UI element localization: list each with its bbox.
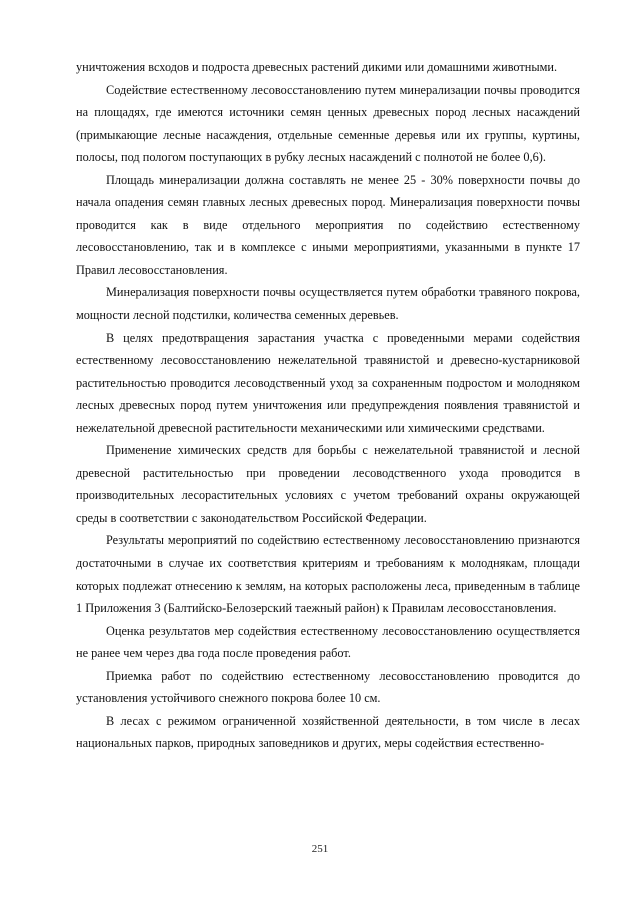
page-number: 251 xyxy=(311,843,329,855)
paragraph-5: В целях предотвращения зарастания участка с проведенными мерами содействия естественному лесовосстановлению нежелательной травянистой и древесно-кустарниковой растительностью проводится лесоводственный уход за сохраненным подростом и молодняком лесных древесных пород путем уничтожения или предупреждения появления травянистой и нежелательной древесной растительности механическими или химическими средствами. xyxy=(76,330,580,435)
paragraph-2: Содействие естественному лесовосстановлению путем минерализации почвы проводится на площадях, где имеются источники семян ценных древесных пород лесных насаждений (примыкающие лесные насаждения, отдельные семенные деревья или их группы, куртины, полосы, под пологом поступающих в рубку лесных насаждений с полнотой не более 0,6). xyxy=(76,82,580,165)
paragraph-3: Площадь минерализации должна составлять не менее 25 - 30% поверхности почвы до начала опадения семян главных лесных древесных пород. Минерализация поверхности почвы проводится как в виде отдельного мероприятия по содействию естественному лесовосстановлению, так и в комплексе с иными мероприятиями, указанными в пункте 17 Правил лесовосстановления. xyxy=(76,172,580,277)
paragraph-6: Применение химических средств для борьбы с нежелательной травянистой и лесной древесной растительностью при проведении лесоводственного ухода проводится в производительных лесорастительных условиях с учетом требований охраны окружающей среды в соответствии с законодательством Российской Федерации. xyxy=(76,443,580,525)
paragraph-9: Приемка работ по содействию естественному лесовосстановлению проводится до установления устойчивого снежного покрова более 10 см. xyxy=(76,668,580,706)
paragraph-4: Минерализация поверхности почвы осуществляется путем обработки травяного покрова, мощности лесной подстилки, количества семенных деревьев. xyxy=(76,285,580,323)
paragraph-7: Результаты мероприятий по содействию естественному лесовосстановлению признаются достаточными в случае их соответствия критериям и требованиям к молоднякам, площади которых подлежат отнесению к землям, на которых расположены леса, приведенным в таблице 1 Приложения 3 (Балтийско-Белозерский таежный район) к Правилам лесовосстановления. xyxy=(76,533,580,616)
paragraph-1: уничтожения всходов и подроста древесных растений дикими или домашними животными. xyxy=(76,60,558,74)
body-text xyxy=(76,56,580,755)
paragraph-10: В лесах с режимом ограниченной хозяйственной деятельности, в том числе в лесах национальных парков, природных заповедников и других, меры содействия естественно- xyxy=(76,713,580,751)
paragraph-8: Оценка результатов мер содействия естественному лесовосстановлению осуществляется не ранее чем через два года после проведения работ. xyxy=(76,623,580,661)
